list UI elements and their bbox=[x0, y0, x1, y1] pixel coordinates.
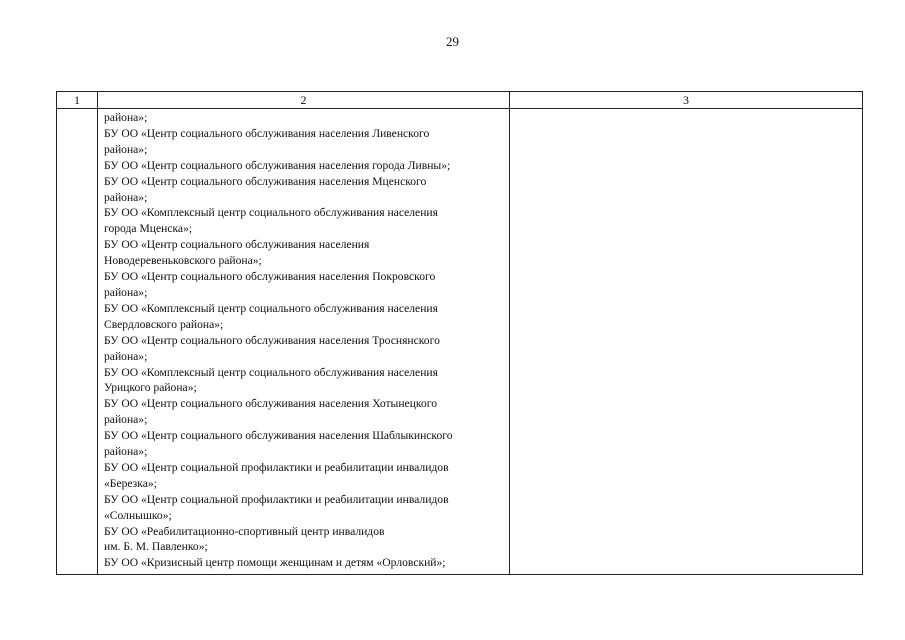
page-number: 29 bbox=[446, 34, 459, 49]
list-item: БУ ОО «Центр социального обслуживания населения bbox=[104, 238, 370, 252]
list-item: БУ ОО «Центр социального обслуживания населения Троснянского bbox=[104, 333, 440, 347]
list-item: района»; bbox=[104, 285, 148, 299]
list-item: района»; bbox=[104, 349, 148, 363]
list-item: им. Б. М. Павленко»; bbox=[104, 540, 208, 554]
column-3-cell bbox=[510, 109, 863, 575]
list-item: Свердловского района»; bbox=[104, 317, 224, 331]
list-item: «Березка»; bbox=[104, 476, 157, 490]
list-item: района»; bbox=[104, 142, 148, 156]
column-header-3: 3 bbox=[510, 92, 863, 109]
list-item: города Мценска»; bbox=[104, 222, 193, 236]
column-2-cell bbox=[98, 109, 510, 575]
list-item: БУ ОО «Центр социального обслуживания населения Ливенского bbox=[104, 126, 430, 140]
list-item: БУ ОО «Центр социального обслуживания населения Мценского bbox=[104, 174, 427, 188]
list-item: района»; bbox=[104, 111, 148, 124]
list-item: БУ ОО «Кризисный центр помощи женщинам и детям «Орловский»; bbox=[104, 556, 446, 570]
list-item: БУ ОО «Центр социальной профилактики и реабилитации инвалидов bbox=[104, 460, 449, 474]
list-item: БУ ОО «Комплексный центр социального обслуживания населения bbox=[104, 365, 438, 379]
column-1-cell bbox=[57, 109, 98, 575]
column-header-1: 1 bbox=[57, 92, 98, 109]
list-item: района»; bbox=[104, 413, 148, 427]
list-item: района»; bbox=[104, 190, 148, 204]
list-item: района»; bbox=[104, 445, 148, 459]
list-item: БУ ОО «Центр социального обслуживания населения Покровского bbox=[104, 270, 436, 284]
institution-list bbox=[104, 110, 503, 571]
column-header-2: 2 bbox=[98, 92, 510, 109]
list-item: БУ ОО «Центр социального обслуживания населения Шаблыкинского bbox=[104, 429, 453, 443]
list-item: БУ ОО «Центр социального обслуживания населения Хотынецкого bbox=[104, 397, 438, 411]
table-header-row bbox=[57, 92, 863, 109]
list-item: БУ ОО «Комплексный центр социального обслуживания населения bbox=[104, 206, 438, 220]
table-row bbox=[57, 109, 863, 575]
list-item: БУ ОО «Комплексный центр социального обслуживания населения bbox=[104, 301, 438, 315]
list-item: «Солнышко»; bbox=[104, 508, 172, 522]
document-table bbox=[56, 91, 863, 575]
list-item: Новодеревеньковского района»; bbox=[104, 254, 262, 268]
list-item: БУ ОО «Центр социальной профилактики и реабилитации инвалидов bbox=[104, 492, 449, 506]
list-item: БУ ОО «Центр социального обслуживания населения города Ливны»; bbox=[104, 158, 451, 172]
list-item: Урицкого района»; bbox=[104, 381, 197, 395]
list-item: БУ ОО «Реабилитационно-спортивный центр инвалидов bbox=[104, 524, 385, 538]
